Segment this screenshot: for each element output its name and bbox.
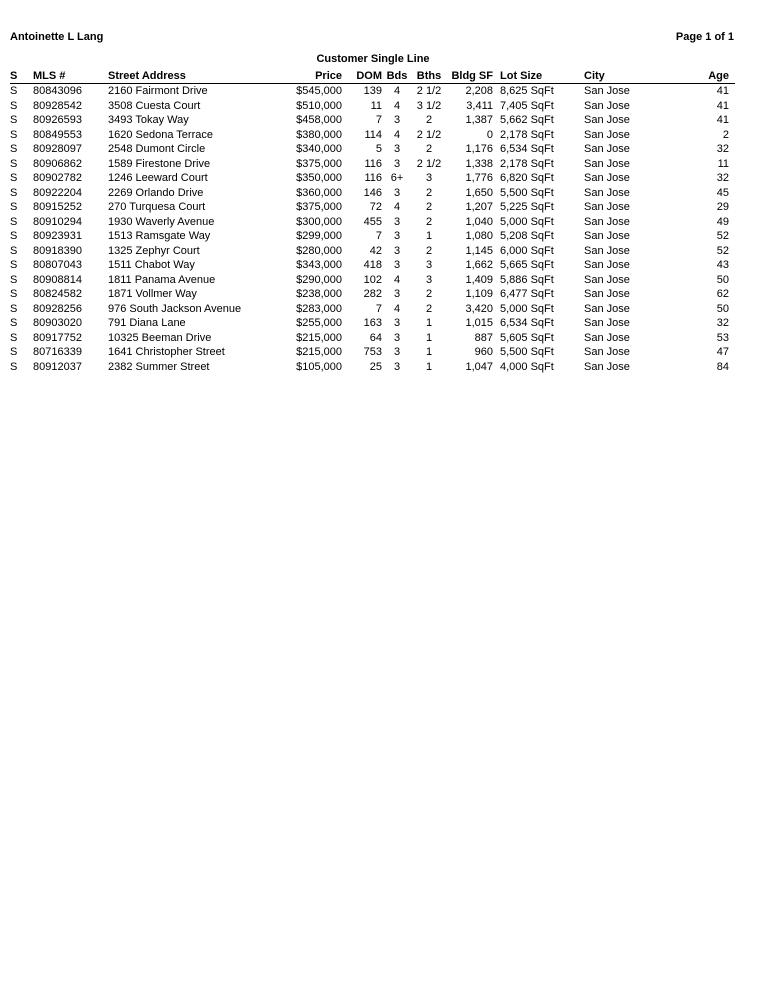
cell-mls: 80918390 <box>33 244 82 257</box>
cell-street: 976 South Jackson Avenue <box>108 302 242 315</box>
cell-bds: 3 <box>393 244 401 257</box>
cell-bldg: 1,015 <box>465 317 493 330</box>
cell-mls: 80906862 <box>33 157 82 170</box>
cell-dom: 5 <box>375 143 382 156</box>
cell-lot: 4,000 SqFt <box>500 360 554 373</box>
table-row <box>10 244 735 259</box>
cell-bldg: 2,208 <box>465 85 493 98</box>
cell-lot: 5,208 SqFt <box>500 230 554 243</box>
col-header-street: Street Address <box>108 68 278 84</box>
cell-price: $280,000 <box>296 244 342 257</box>
cell-mls: 80807043 <box>33 259 82 272</box>
cell-city: San Jose <box>584 346 630 359</box>
cell-street: 2382 Summer Street <box>108 360 210 373</box>
cell-dom: 42 <box>369 244 382 257</box>
cell-age: 50 <box>716 273 729 286</box>
cell-bldg: 1,776 <box>465 172 493 185</box>
cell-bths: 1 <box>425 331 433 344</box>
cell-bths: 2 <box>425 186 433 199</box>
cell-status: S <box>10 331 18 344</box>
cell-bths: 2 <box>425 201 433 214</box>
cell-bds: 3 <box>393 259 401 272</box>
cell-age: 52 <box>716 230 729 243</box>
cell-age: 41 <box>716 85 729 98</box>
cell-bths: 2 <box>425 143 433 156</box>
cell-city: San Jose <box>584 99 630 112</box>
cell-price: $375,000 <box>296 201 342 214</box>
cell-price: $458,000 <box>296 114 342 127</box>
table-row <box>10 331 735 346</box>
col-header-lot: Lot Size <box>493 68 584 84</box>
cell-price: $300,000 <box>296 215 342 228</box>
cell-bds: 3 <box>393 186 401 199</box>
cell-price: $350,000 <box>296 172 342 185</box>
table-row <box>10 215 735 230</box>
cell-city: San Jose <box>584 302 630 315</box>
cell-bds: 4 <box>393 99 401 112</box>
cell-age: 43 <box>716 259 729 272</box>
cell-status: S <box>10 346 18 359</box>
cell-mls: 80917752 <box>33 331 82 344</box>
table-row <box>10 200 735 215</box>
cell-bths: 3 <box>425 172 433 185</box>
col-header-status: S <box>10 68 33 84</box>
cell-status: S <box>10 317 18 330</box>
cell-price: $375,000 <box>296 157 342 170</box>
cell-dom: 163 <box>363 317 382 330</box>
table-body <box>10 84 735 375</box>
cell-dom: 116 <box>364 157 382 170</box>
cell-street: 1811 Panama Avenue <box>108 273 216 286</box>
cell-dom: 114 <box>364 128 382 141</box>
report-title: Customer Single Line <box>316 53 430 65</box>
cell-bths: 2 <box>425 114 433 127</box>
cell-dom: 7 <box>375 302 382 315</box>
cell-street: 10325 Beeman Drive <box>108 331 212 344</box>
cell-status: S <box>10 360 18 373</box>
cell-bths: 2 <box>425 288 433 301</box>
cell-lot: 5,225 SqFt <box>500 201 554 214</box>
cell-street: 1871 Vollmer Way <box>108 288 197 301</box>
cell-lot: 5,500 SqFt <box>500 346 554 359</box>
col-header-bths: Bths <box>412 68 446 84</box>
table-row <box>10 360 735 375</box>
cell-status: S <box>10 273 18 286</box>
cell-dom: 139 <box>363 85 382 98</box>
cell-price: $340,000 <box>296 143 342 156</box>
cell-age: 32 <box>716 317 729 330</box>
cell-lot: 6,820 SqFt <box>500 172 554 185</box>
cell-street: 2548 Dumont Circle <box>108 143 206 156</box>
cell-city: San Jose <box>584 230 630 243</box>
cell-status: S <box>10 128 18 141</box>
cell-city: San Jose <box>584 273 630 286</box>
col-header-bldg: Bldg SF <box>446 68 493 84</box>
cell-status: S <box>10 230 18 243</box>
cell-bths: 1 <box>425 346 433 359</box>
cell-status: S <box>10 172 18 185</box>
cell-dom: 64 <box>369 331 382 344</box>
cell-street: 1511 Chabot Way <box>108 259 195 272</box>
agent-name: Antoinette L Lang <box>10 31 104 43</box>
cell-status: S <box>10 157 18 170</box>
cell-lot: 5,605 SqFt <box>500 331 554 344</box>
table-row <box>10 302 735 317</box>
cell-bds: 3 <box>393 114 401 127</box>
table-row <box>10 316 735 331</box>
cell-dom: 102 <box>363 273 382 286</box>
cell-bldg: 1,650 <box>465 186 493 199</box>
cell-city: San Jose <box>584 114 630 127</box>
cell-bths: 1 <box>425 360 433 373</box>
cell-dom: 455 <box>363 215 382 228</box>
cell-status: S <box>10 302 18 315</box>
cell-lot: 5,665 SqFt <box>500 259 554 272</box>
table-row <box>10 84 735 99</box>
cell-price: $545,000 <box>296 85 342 98</box>
table-row <box>10 113 735 128</box>
cell-price: $510,000 <box>296 99 342 112</box>
cell-mls: 80912037 <box>33 360 82 373</box>
cell-city: San Jose <box>584 201 630 214</box>
cell-status: S <box>10 244 18 257</box>
cell-mls: 80910294 <box>33 215 82 228</box>
cell-dom: 72 <box>369 201 382 214</box>
cell-bldg: 1,387 <box>465 114 493 127</box>
table-row <box>10 287 735 302</box>
cell-street: 3508 Cuesta Court <box>108 99 201 112</box>
cell-age: 45 <box>716 186 729 199</box>
cell-street: 1930 Waverly Avenue <box>108 215 215 228</box>
cell-bds: 3 <box>393 360 401 373</box>
cell-lot: 6,477 SqFt <box>500 288 554 301</box>
cell-bds: 4 <box>393 128 401 141</box>
cell-street: 3493 Tokay Way <box>108 114 189 127</box>
cell-bds: 3 <box>393 331 401 344</box>
cell-bths: 3 <box>425 273 433 286</box>
cell-age: 2 <box>722 128 729 141</box>
cell-mls: 80902782 <box>33 172 82 185</box>
cell-mls: 80908814 <box>33 273 82 286</box>
col-header-price: Price <box>278 68 342 84</box>
cell-bths: 1 <box>425 317 433 330</box>
cell-age: 52 <box>716 244 729 257</box>
cell-lot: 6,000 SqFt <box>500 244 554 257</box>
cell-lot: 6,534 SqFt <box>500 317 554 330</box>
cell-bds: 3 <box>393 346 401 359</box>
table-row <box>10 186 735 201</box>
cell-dom: 25 <box>369 360 382 373</box>
cell-city: San Jose <box>584 259 630 272</box>
listing-table <box>10 68 735 374</box>
cell-city: San Jose <box>584 172 630 185</box>
cell-dom: 7 <box>375 230 382 243</box>
cell-status: S <box>10 259 18 272</box>
cell-age: 32 <box>716 172 729 185</box>
cell-dom: 753 <box>363 346 382 359</box>
cell-city: San Jose <box>584 85 630 98</box>
cell-bds: 3 <box>393 288 401 301</box>
cell-status: S <box>10 114 18 127</box>
cell-bths: 2 1/2 <box>416 128 442 141</box>
cell-dom: 282 <box>363 288 382 301</box>
cell-lot: 2,178 SqFt <box>500 157 554 170</box>
cell-bds: 4 <box>393 273 401 286</box>
cell-price: $299,000 <box>296 230 342 243</box>
cell-bths: 3 1/2 <box>416 99 442 112</box>
cell-bldg: 1,338 <box>465 157 493 170</box>
table-row <box>10 171 735 186</box>
cell-dom: 418 <box>363 259 382 272</box>
cell-city: San Jose <box>584 143 630 156</box>
cell-street: 1620 Sedona Terrace <box>108 128 213 141</box>
cell-status: S <box>10 85 18 98</box>
table-row <box>10 258 735 273</box>
cell-bldg: 1,080 <box>465 230 493 243</box>
cell-age: 32 <box>716 143 729 156</box>
cell-bds: 3 <box>393 230 401 243</box>
cell-age: 84 <box>716 360 729 373</box>
cell-status: S <box>10 99 18 112</box>
cell-price: $215,000 <box>296 331 342 344</box>
cell-city: San Jose <box>584 331 630 344</box>
cell-street: 270 Turquesa Court <box>108 201 206 214</box>
cell-status: S <box>10 201 18 214</box>
cell-mls: 80928097 <box>33 143 82 156</box>
page-number: Page 1 of 1 <box>675 31 734 43</box>
cell-price: $105,000 <box>296 360 342 373</box>
cell-age: 47 <box>716 346 729 359</box>
cell-dom: 146 <box>363 186 382 199</box>
cell-bds: 6+ <box>390 172 404 185</box>
cell-street: 1325 Zephyr Court <box>108 244 200 257</box>
cell-bds: 3 <box>393 317 401 330</box>
cell-city: San Jose <box>584 288 630 301</box>
cell-mls: 80849553 <box>33 128 82 141</box>
cell-street: 791 Diana Lane <box>108 317 186 330</box>
cell-bldg: 1,662 <box>465 259 493 272</box>
cell-bldg: 1,109 <box>465 288 493 301</box>
cell-status: S <box>10 186 18 199</box>
cell-status: S <box>10 288 18 301</box>
table-row <box>10 128 735 143</box>
cell-age: 41 <box>716 114 729 127</box>
cell-lot: 5,662 SqFt <box>500 114 554 127</box>
table-row <box>10 142 735 157</box>
cell-bldg: 1,047 <box>465 360 493 373</box>
cell-city: San Jose <box>584 244 630 257</box>
col-header-age: Age <box>660 68 735 84</box>
cell-mls: 80928256 <box>33 302 82 315</box>
cell-lot: 8,625 SqFt <box>500 85 554 98</box>
cell-bths: 2 <box>425 215 433 228</box>
table-row <box>10 99 735 114</box>
cell-age: 49 <box>716 215 729 228</box>
cell-mls: 80923931 <box>33 230 82 243</box>
cell-mls: 80915252 <box>33 201 82 214</box>
cell-lot: 2,178 SqFt <box>500 128 554 141</box>
table-row <box>10 273 735 288</box>
cell-bths: 3 <box>425 259 433 272</box>
cell-price: $238,000 <box>296 288 342 301</box>
table-row <box>10 345 735 360</box>
cell-bths: 2 1/2 <box>416 85 442 98</box>
cell-bds: 3 <box>393 157 401 170</box>
cell-bds: 4 <box>393 302 401 315</box>
cell-lot: 5,886 SqFt <box>500 273 554 286</box>
cell-city: San Jose <box>584 157 630 170</box>
cell-status: S <box>10 215 18 228</box>
cell-age: 11 <box>717 157 729 170</box>
cell-status: S <box>10 143 18 156</box>
cell-lot: 7,405 SqFt <box>500 99 554 112</box>
table-row <box>10 229 735 244</box>
cell-city: San Jose <box>584 317 630 330</box>
cell-mls: 80922204 <box>33 186 82 199</box>
col-header-city: City <box>584 68 660 84</box>
cell-street: 1513 Ramsgate Way <box>108 230 211 243</box>
cell-mls: 80928542 <box>33 99 82 112</box>
cell-bldg: 887 <box>474 331 493 344</box>
cell-age: 29 <box>716 201 729 214</box>
cell-dom: 11 <box>370 99 382 112</box>
cell-bldg: 3,411 <box>466 99 493 112</box>
cell-age: 53 <box>716 331 729 344</box>
table-header-row <box>10 68 735 84</box>
cell-city: San Jose <box>584 215 630 228</box>
cell-price: $290,000 <box>296 273 342 286</box>
cell-bldg: 1,409 <box>465 273 493 286</box>
col-header-bds: Bds <box>382 68 412 84</box>
cell-price: $380,000 <box>296 128 342 141</box>
cell-street: 1641 Christopher Street <box>108 346 225 359</box>
cell-mls: 80824582 <box>33 288 82 301</box>
cell-city: San Jose <box>584 186 630 199</box>
table-row <box>10 157 735 172</box>
cell-dom: 116 <box>364 172 382 185</box>
cell-price: $283,000 <box>296 302 342 315</box>
cell-age: 62 <box>716 288 729 301</box>
cell-lot: 5,000 SqFt <box>500 302 554 315</box>
cell-bldg: 1,040 <box>465 215 493 228</box>
cell-mls: 80926593 <box>33 114 82 127</box>
cell-age: 50 <box>716 302 729 315</box>
cell-city: San Jose <box>584 360 630 373</box>
cell-street: 1246 Leeward Court <box>108 172 208 185</box>
cell-city: San Jose <box>584 128 630 141</box>
col-header-dom: DOM <box>342 68 382 84</box>
cell-bths: 2 1/2 <box>416 157 442 170</box>
cell-street: 2269 Orlando Drive <box>108 186 204 199</box>
cell-lot: 5,500 SqFt <box>500 186 554 199</box>
cell-price: $255,000 <box>296 317 342 330</box>
cell-bldg: 1,176 <box>465 143 493 156</box>
col-header-mls: MLS # <box>33 68 108 84</box>
cell-price: $215,000 <box>296 346 342 359</box>
cell-mls: 80903020 <box>33 317 82 330</box>
cell-street: 1589 Firestone Drive <box>108 157 211 170</box>
cell-bths: 2 <box>425 302 433 315</box>
cell-bths: 1 <box>425 230 433 243</box>
cell-price: $360,000 <box>296 186 342 199</box>
cell-mls: 80716339 <box>33 346 82 359</box>
cell-lot: 5,000 SqFt <box>500 215 554 228</box>
cell-bldg: 0 <box>486 128 493 141</box>
cell-bds: 4 <box>393 201 401 214</box>
cell-lot: 6,534 SqFt <box>500 143 554 156</box>
cell-bldg: 1,207 <box>465 201 493 214</box>
cell-bldg: 1,145 <box>465 244 493 257</box>
cell-bds: 4 <box>393 85 401 98</box>
cell-street: 2160 Fairmont Drive <box>108 85 208 98</box>
cell-price: $343,000 <box>296 259 342 272</box>
cell-bths: 2 <box>425 244 433 257</box>
cell-dom: 7 <box>375 114 382 127</box>
cell-bldg: 960 <box>474 346 493 359</box>
cell-bldg: 3,420 <box>465 302 493 315</box>
cell-age: 41 <box>716 99 729 112</box>
cell-mls: 80843096 <box>33 85 82 98</box>
cell-bds: 3 <box>393 143 401 156</box>
cell-bds: 3 <box>393 215 401 228</box>
